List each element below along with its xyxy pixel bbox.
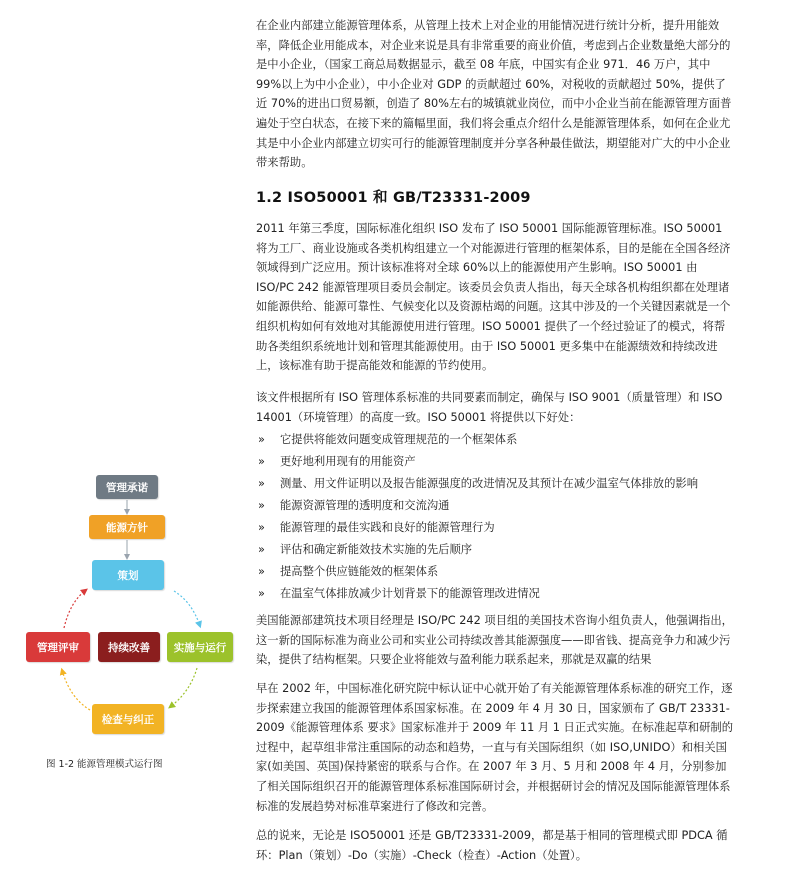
continual-improvement-box: 持续改善 [98,632,160,662]
list-item [256,474,736,496]
bullet-marker: » [258,543,265,556]
list-item-text: 提高整个供应链能效的框架体系 [280,565,439,578]
pdca-summary-paragraph: 总的说来，无论是 ISO50001 还是 GB/T23331-2009，都是基于相同的管理模式即 PDCA 循环：Plan（策划）-Do（实施）-Check（检查）-Action（处置）。 [256,829,728,862]
checking-correction-box: 检查与纠正 [92,704,164,734]
plan-box: 策划 [92,560,164,590]
list-item [256,540,736,562]
list-item [256,430,736,452]
benefits-intro-paragraph: 该文件根据所有 ISO 管理体系标准的共同要素而制定，确保与 ISO 9001（质量管理）和 ISO 14001（环境管理）的高度一致。ISO 50001 将提供以下好处： [256,391,723,424]
list-item [256,452,736,474]
arrow-plan-to-do [174,591,200,626]
iso50001-paragraph: 2011 年第三季度，国际标准化组织 ISO 发布了 ISO 50001 国际能源管理标准。ISO 50001 将为工厂、商业设施或各类机构组建立一个对能源进行管理的框架体系，目的是能在全国各经济领域得到广泛应用。预计该标准将对全球 60%以上的能源使用产生影响。ISO 50001 由 ISO/PC 242 能源管理项目委员会制定。该委员会负责人指出，每天全球各机构组织都在处理诸如能源供给、能源可靠性、气候变化以及资源枯竭的问题。这其中涉及的一个关键因素就是一个组织机构如何有效地对其能源使用进行管理。ISO 50001 提供了一个经过验证了的模式，将帮助各类组织系统地计划和管理其能源使用。由于 ISO 50001 更多集中在能源绩效和持续改进上，该标准有助于提高能效和能源的节约使用。 [256,222,731,373]
list-item-text: 测量、用文件证明以及报告能源强度的改进情况及其预计在减少温室气体排放的影响 [280,477,698,490]
bullet-marker: » [258,565,265,578]
gbt-history-paragraph: 早在 2002 年，中国标准化研究院中标认证中心就开始了有关能源管理体系标准的研究工作，逐步探索建立我国的能源管理体系国家标准。在 2009 年 4 月 30 日，国家颁布了 GB/T 23331-2009《能源管理体系 要求》国家标准并于 2009 年 11 月 1 日正式实施。在标准起草和研制的过程中，起草组非常注重国际的动态和趋势，一直与有关国际组织（如 ISO,UNIDO）和相关国家(如美国、英国)保持紧密的联系与合作。在 2007 年 3 月、5 月和 2008 年 4 月，分别参加了相关国际组织召开的能源管理体系标准国际研讨会，并根据研讨会的情况及国际能源管理体系标准的发展趋势对标准草案进行了修改和完善。 [256,682,733,813]
list-item-text: 更好地利用现有的用能资产 [280,455,416,468]
arrow-review-to-plan [64,590,86,628]
list-item [256,496,736,518]
arrow-check-to-review [62,670,90,710]
bullet-marker: » [258,477,265,490]
arrow-do-to-check [170,668,197,707]
list-item-text: 能源资源管理的透明度和交流沟通 [280,499,450,512]
list-item [256,518,736,540]
list-item [256,562,736,584]
management-commitment-box: 管理承诺 [96,475,158,499]
management-review-box: 管理评审 [26,632,90,662]
list-item-text: 能源管理的最佳实践和良好的能源管理行为 [280,521,495,534]
bullet-marker: » [258,455,265,468]
bullet-marker: » [258,433,265,446]
list-item-text: 在温室气体排放减少计划背景下的能源管理改进情况 [280,587,540,600]
implementation-operation-box: 实施与运行 [167,632,233,662]
bullet-marker: » [258,587,265,600]
section-heading: 1.2 ISO50001 和 GB/T23331-2009 [256,190,531,206]
bullet-marker: » [258,499,265,512]
list-item-text: 它提供将能效问题变成管理规范的一个框架体系 [280,433,518,446]
bullet-marker: » [258,521,265,534]
us-doe-paragraph: 美国能源部建筑技术项目经理是 ISO/PC 242 项目组的美国技术咨询小组负责人，他强调指出，这一新的国际标准为商业公司和实业公司持续改善其能源强度——即省钱、提高竞争力和减少污染，提供了结构框架。只要企业将能效与盈利能力联系起来，那就是双赢的结果 [256,614,733,667]
benefits-list [256,430,736,606]
energy-policy-box: 能源方针 [89,515,165,539]
list-item-text: 评估和确定新能效技术实施的先后顺序 [280,543,473,556]
figure-caption: 图 1-2 能源管理模式运行图 [46,759,163,770]
intro-paragraph: 在企业内部建立能源管理体系，从管理上技术上对企业的用能情况进行统计分析，提升用能效率，降低企业用能成本，对企业来说是具有非常重要的商业价值，考虑到占企业数量绝大部分的是中小企业，（国家工商总局数据显示，截至 08 年底，中国实有企业 971．46 万户，其中 99%以上为中小企业），中小企业对 GDP 的贡献超过 60%，对税收的贡献超过 50%，提供了近 70%的进出口贸易额，创造了 80%左右的城镇就业岗位，而中小企业当前在能源管理方面普遍处于空白状态，在接下来的篇幅里面，我们将会重点介绍什么是能源管理体系，如何在企业尤其是中小企业内部建立切实可行的能源管理制度并分享各种最佳做法，期望能对广大的中小企业带来帮助。 [256,19,732,170]
list-item [256,584,736,606]
